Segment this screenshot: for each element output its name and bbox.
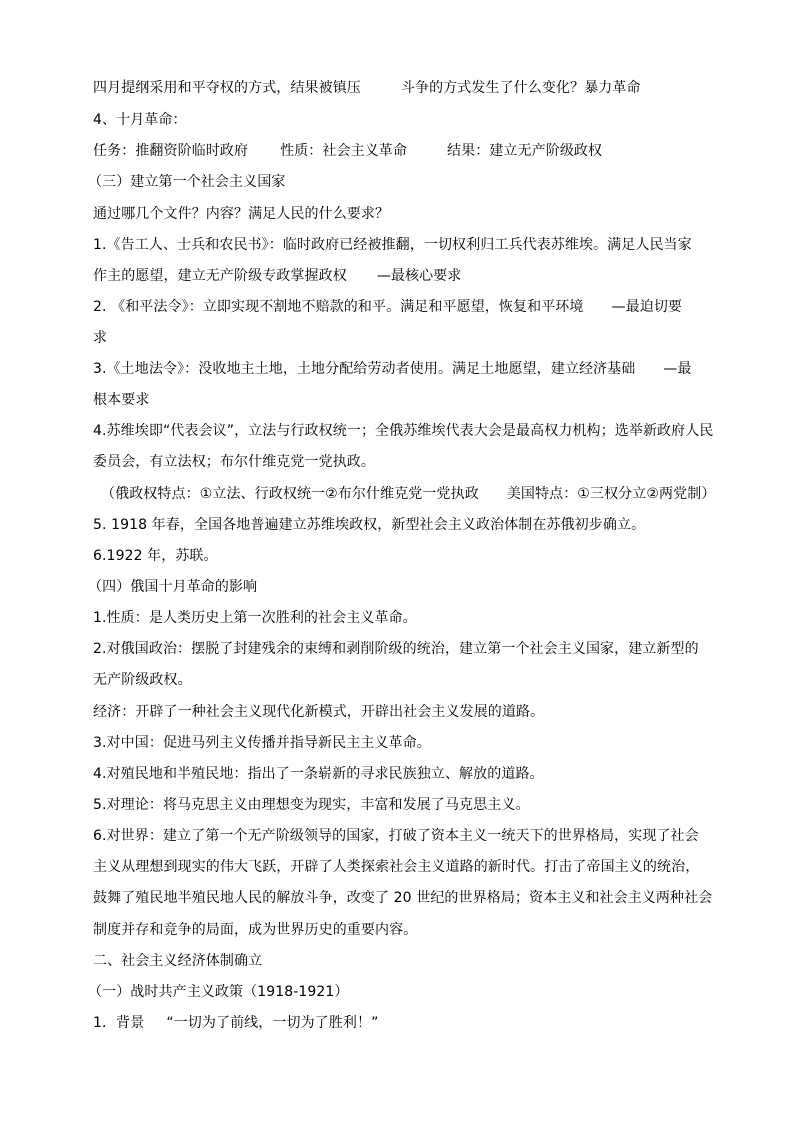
section-heading [88,982,700,1002]
text-segment: （四）俄国十月革命的影响 [88,579,258,595]
text-segment: 1.《告工人、士兵和农民书》：临时政府已经被推翻，一切权利归工兵代表苏维埃。满足人民当家 [93,237,692,253]
text-line [93,515,705,535]
text-segment: 6.对世界：建立了第一个无产阶级领导的国家，打破了资本主义一统天下的世界格局，实现了社会 [93,828,699,844]
text-segment: 性质：社会主义革命 [280,143,408,159]
text-line [93,359,705,379]
text-segment: 1．背景 [93,1015,145,1031]
text-line [93,733,705,753]
text-segment: “一切为了前线，一切为了胜利！” [166,1015,379,1031]
text-segment: 无产阶级政权。 [93,672,192,688]
text-segment: 4.苏维埃即“代表会议”，立法与行政权统一；全俄苏维埃代表大会是最高权力机构；选举新政府人民 [93,423,714,439]
text-segment: （俄政权特点：①立法、行政权统一②布尔什维克党一党执政 [101,486,479,502]
text-line [93,421,714,441]
text-segment: 鼓舞了殖民地半殖民地人民的解放斗争，改变了 20 世纪的世界格局；资本主义和社会主义两种社会 [93,890,713,906]
text-line [93,702,705,722]
text-segment: 斗争的方式发生了什么变化？暴力革命 [400,80,641,96]
text-segment: 制度并存和竞争的局面，成为世界历史的重要内容。 [93,922,418,938]
text-line [93,670,705,690]
text-line [93,639,705,659]
text-segment: 经济：开辟了一种社会主义现代化新模式，开辟出社会主义发展的道路。 [93,704,545,720]
text-line [93,1013,705,1033]
text-line [93,764,705,784]
text-segment: 5. 1918 年春，全国各地普遍建立苏维埃政权，新型社会主义政治体制在苏俄初步确立。 [93,517,646,533]
text-line [93,826,705,846]
text-line [93,78,705,98]
text-segment: 任务：推翻资阶临时政府 [93,143,249,159]
text-line [93,204,705,224]
text-line [93,608,705,628]
text-segment: 美国特点：①三权分立②两党制） [506,486,716,502]
text-line [93,546,705,566]
text-line [93,297,705,317]
section-heading [88,172,700,192]
text-segment: 四月提纲采用和平夺权的方式，结果被镇压 [93,80,361,96]
text-line [93,920,705,940]
text-segment: 结果：建立无产阶级政权 [447,143,603,159]
text-segment: （三）建立第一个社会主义国家 [88,174,286,190]
section-heading [93,110,705,130]
text-line [93,141,705,161]
text-segment: 6.1922 年，苏联。 [93,548,218,564]
text-segment: 委员会，有立法权；布尔什维克党一党执政。 [93,454,375,470]
text-segment: 2.对俄国政治：摆脱了封建残余的束缚和剥削阶级的统治，建立第一个社会主义国家，建立新型的 [93,641,699,657]
text-line [93,235,705,255]
text-segment: 通过哪几个文件？内容？满足人民的什么要求？ [93,206,390,222]
text-segment: 二、社会主义经济体制确立 [93,953,263,969]
text-line [93,390,705,410]
text-line [93,266,705,286]
text-line [93,795,705,815]
text-segment: —最迫切要 [611,299,683,315]
text-segment: 4.对殖民地和半殖民地：指出了一条崭新的寻求民族独立、解放的道路。 [93,766,544,782]
text-line [93,328,705,348]
text-line [93,452,705,472]
section-heading [88,577,700,597]
text-segment: 3.《土地法令》：没收地主土地，土地分配给劳动者使用。满足土地愿望，建立经济基础 [93,361,636,377]
text-segment: （一）战时共产主义政策（1918-1921） [88,984,349,1000]
text-segment: 5.对理论：将马克思主义由理想变为现实，丰富和发展了马克思主义。 [93,797,530,813]
text-segment: 主义从理想到现实的伟大飞跃，开辟了人类探索社会主义道路的新时代。打击了帝国主义的统治， [93,859,700,875]
text-segment: 作主的愿望，建立无产阶级专政掌握政权 [93,268,347,284]
text-segment: 4、十月革命： [93,112,187,128]
text-segment: 1.性质：是人类历史上第一次胜利的社会主义革命。 [93,610,417,626]
text-segment: 3.对中国：促进马列主义传播并指导新民主主义革命。 [93,735,431,751]
section-heading [93,951,705,971]
text-segment: 求 [93,330,108,346]
text-segment: 2. 《和平法令》：立即实现不割地不赔款的和平。满足和平愿望，恢复和平环境 [93,299,584,315]
text-line [93,888,713,908]
text-line [101,484,716,504]
text-segment: 根本要求 [93,392,150,408]
text-segment: —最核心要求 [376,268,462,284]
text-segment: —最 [663,361,692,377]
text-line [93,857,705,877]
